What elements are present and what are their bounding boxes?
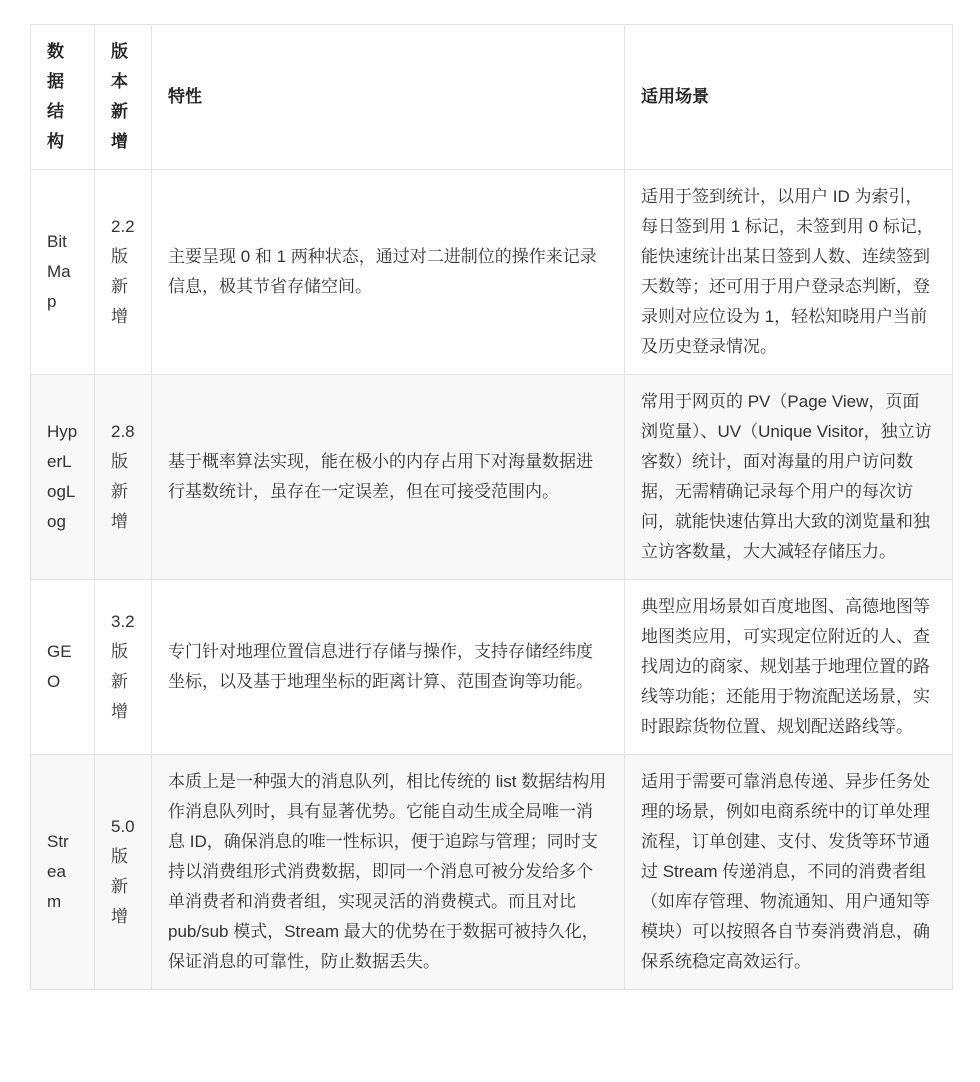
cell-feature: 基于概率算法实现，能在极小的内存占用下对海量数据进行基数统计，虽存在一定误差，但在可接受范围内。: [152, 375, 625, 580]
cell-structure: BitMap: [31, 170, 95, 375]
cell-version: 2.2 版新增: [95, 170, 152, 375]
table-row-stream: [31, 755, 953, 990]
header-row: [31, 25, 953, 170]
redis-data-structures-table: [30, 24, 953, 990]
column-header-scenario: 适用场景: [625, 25, 953, 170]
table-row-geo: [31, 580, 953, 755]
column-header-feature: 特性: [152, 25, 625, 170]
cell-feature: 本质上是一种强大的消息队列，相比传统的 list 数据结构用作消息队列时，具有显著优势。它能自动生成全局唯一消息 ID，确保消息的唯一性标识，便于追踪与管理；同时支持以消费组形式消费数据，即同一个消息可被分发给多个单消费者和消费者组，实现灵活的消费模式。而且对比 pub/sub 模式，Stream 最大的优势在于数据可被持久化，保证消息的可靠性，防止数据丢失。: [152, 755, 625, 990]
cell-feature: 专门针对地理位置信息进行存储与操作，支持存储经纬度坐标，以及基于地理坐标的距离计算、范围查询等功能。: [152, 580, 625, 755]
table-row-bitmap: [31, 170, 953, 375]
cell-version: 3.2 版新增: [95, 580, 152, 755]
cell-scenario: 适用于需要可靠消息传递、异步任务处理的场景，例如电商系统中的订单处理流程，订单创建、支付、发货等环节通过 Stream 传递消息，不同的消费者组（如库存管理、物流通知、用户通知等模块）可以按照各自节奏消费消息，确保系统稳定高效运行。: [625, 755, 953, 990]
cell-feature: 主要呈现 0 和 1 两种状态，通过对二进制位的操作来记录信息，极其节省存储空间。: [152, 170, 625, 375]
cell-version: 2.8 版新增: [95, 375, 152, 580]
cell-scenario: 适用于签到统计，以用户 ID 为索引，每日签到用 1 标记，未签到用 0 标记，能快速统计出某日签到人数、连续签到天数等；还可用于用户登录态判断，登录则对应位设为 1，轻松知晓用户当前及历史登录情况。: [625, 170, 953, 375]
column-header-version: 版本新增: [95, 25, 152, 170]
column-header-structure: 数据结构: [31, 25, 95, 170]
cell-structure: GEO: [31, 580, 95, 755]
cell-version: 5.0 版新增: [95, 755, 152, 990]
cell-structure: HyperLogLog: [31, 375, 95, 580]
cell-structure: Stream: [31, 755, 95, 990]
cell-scenario: 典型应用场景如百度地图、高德地图等地图类应用，可实现定位附近的人、查找周边的商家、规划基于地理位置的路线等功能；还能用于物流配送场景，实时跟踪货物位置、规划配送路线等。: [625, 580, 953, 755]
cell-scenario: 常用于网页的 PV（Page View，页面浏览量）、UV（Unique Visitor，独立访客数）统计，面对海量的用户访问数据，无需精确记录每个用户的每次访问，就能快速估算出大致的浏览量和独立访客数量，大大减轻存储压力。: [625, 375, 953, 580]
table-row-hyperloglog: [31, 375, 953, 580]
